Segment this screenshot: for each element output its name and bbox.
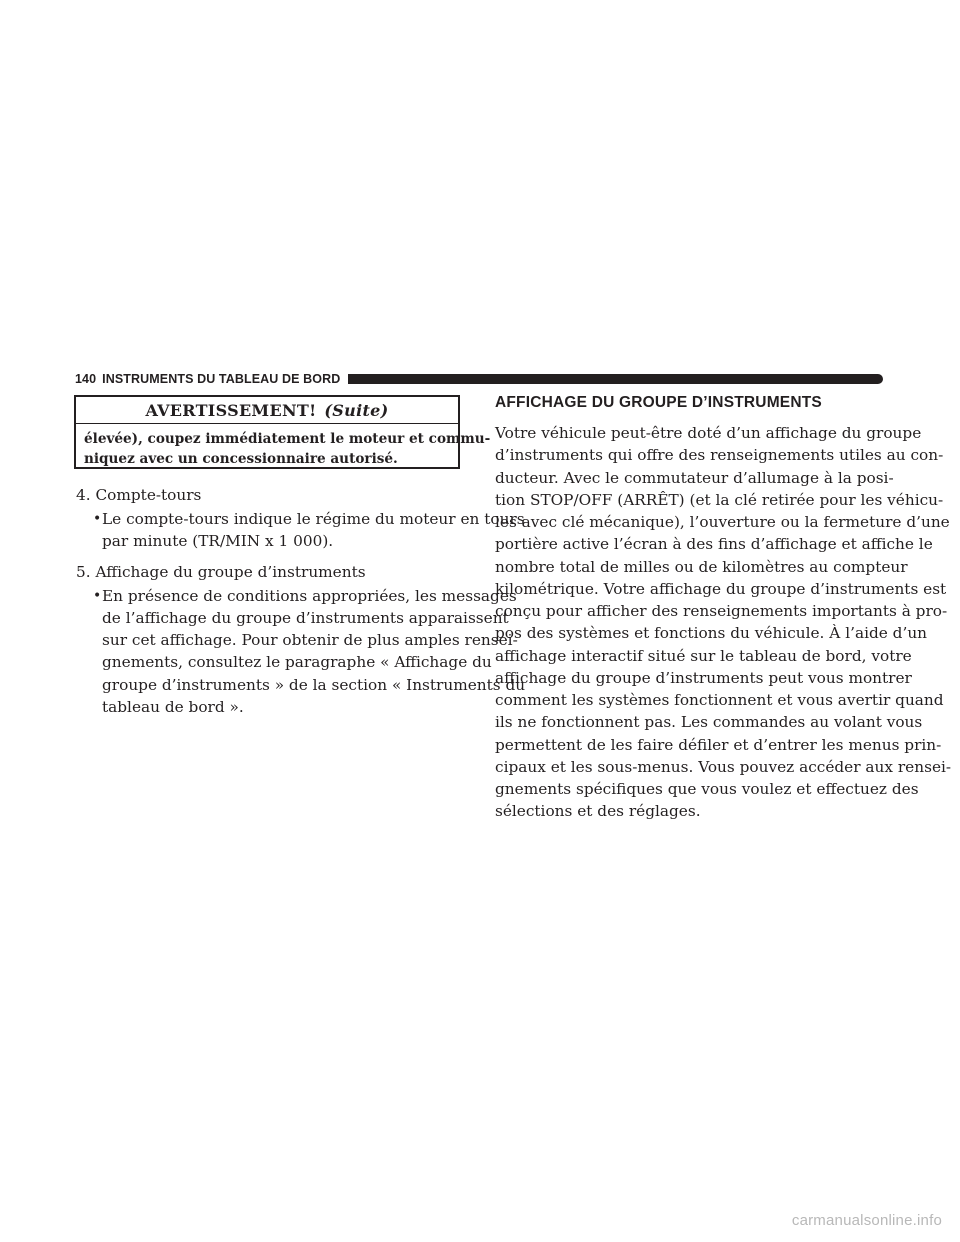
- paragraph-line: comment les systèmes fonctionnent et vous avertir quand: [495, 691, 944, 709]
- page-header: [75, 371, 883, 387]
- bullet-line: En présence de conditions appropriées, les messages: [102, 586, 517, 605]
- bullet-line: Le compte-tours indique le régime du moteur en tours: [102, 510, 525, 529]
- warning-body: [76, 424, 491, 469]
- bullet-line: groupe d’instruments » de la section « Instruments du: [102, 675, 526, 694]
- paragraph-line: d’instruments qui offre des renseignements utiles au con-: [495, 446, 944, 465]
- paragraph-line: les avec clé mécanique), l’ouverture ou la fermeture d’une: [495, 513, 950, 531]
- section-paragraph: [495, 422, 952, 823]
- bullet-line: par minute (TR/MIN x 1 000).: [102, 532, 334, 551]
- paragraph-line: gnements spécifiques que vous voulez et effectuez des: [495, 780, 919, 798]
- paragraph-line: Votre véhicule peut-être doté d’un affichage du groupe: [495, 424, 922, 442]
- paragraph-line: affichage du groupe d’instruments peut vous montrer: [495, 668, 912, 687]
- paragraph-line: tion STOP/OFF (ARRÊT) (et la clé retirée pour les véhicu-: [495, 490, 944, 509]
- list-item-tachometer: [76, 484, 525, 553]
- paragraph-line: sélections et des réglages.: [495, 802, 701, 821]
- bullet-point: [76, 508, 525, 552]
- bullet-line: tableau de bord ».: [102, 697, 244, 716]
- list-item-instrument-display: [76, 561, 526, 718]
- paragraph-line: conçu pour afficher des renseignements importants à pro-: [495, 602, 948, 620]
- cluster-display-section: [495, 394, 952, 823]
- section-header-title: INSTRUMENTS DU TABLEAU DE BORD: [102, 372, 341, 386]
- instrument-list: [76, 484, 526, 726]
- bullet-point: [76, 585, 526, 718]
- item-title: 4. Compte-tours: [76, 486, 202, 504]
- warning-line: élevée), coupez immédiatement le moteur et commu-: [84, 431, 491, 447]
- bullet-icon: •: [93, 587, 102, 604]
- header-rule: [348, 374, 883, 384]
- warning-box: [74, 395, 491, 469]
- paragraph-line: kilométrique. Votre affichage du groupe d’instruments est: [495, 579, 947, 598]
- paragraph-line: ducteur. Avec le commutateur d’allumage à la posi-: [495, 468, 894, 487]
- warning-line: niquez avec un concessionnaire autorisé.: [84, 451, 398, 467]
- paragraph-line: pos des systèmes et fonctions du véhicule. À l’aide d’un: [495, 624, 928, 643]
- warning-title: [76, 397, 458, 424]
- warning-heading: AVERTISSEMENT!: [145, 400, 317, 420]
- paragraph-line: cipaux et les sous-menus. Vous pouvez accéder aux rensei-: [495, 757, 952, 776]
- paragraph-line: nombre total de milles ou de kilomètres au compteur: [495, 557, 908, 576]
- bullet-icon: •: [93, 511, 102, 528]
- item-title: 5. Affichage du groupe d’instruments: [76, 562, 366, 581]
- bullet-line: sur cet affichage. Pour obtenir de plus amples rensei-: [102, 631, 518, 650]
- bullet-line: gnements, consultez le paragraphe « Affichage du: [102, 653, 492, 672]
- page-number: 140: [75, 372, 97, 386]
- paragraph-line: ils ne fonctionnent pas. Les commandes au volant vous: [495, 713, 923, 732]
- paragraph-line: affichage interactif situé sur le tableau de bord, votre: [495, 646, 912, 665]
- bullet-line: de l’affichage du groupe d’instruments apparaissent: [102, 609, 509, 628]
- paragraph-line: portière active l’écran à des fins d’affichage et affiche le: [495, 535, 933, 554]
- section-heading: AFFICHAGE DU GROUPE D’INSTRUMENTS: [495, 394, 822, 411]
- warning-continued: (Suite): [324, 400, 389, 420]
- watermark: carmanualsonline.info: [791, 1212, 942, 1229]
- paragraph-line: permettent de les faire défiler et d’entrer les menus prin-: [495, 735, 942, 754]
